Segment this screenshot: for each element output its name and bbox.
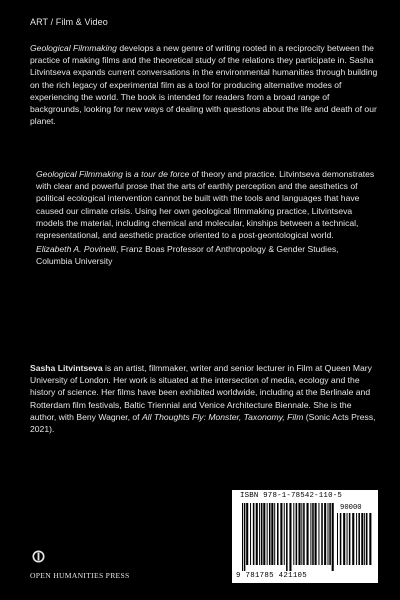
barcode-bar xyxy=(280,503,282,565)
barcode-bar xyxy=(296,503,298,565)
barcode-bar xyxy=(250,503,251,565)
barcode-bar xyxy=(246,503,248,565)
price-code: 90000 xyxy=(340,504,362,512)
barcode-bar xyxy=(352,513,354,565)
author-bio xyxy=(30,362,378,435)
barcode-bar xyxy=(340,513,342,565)
barcode-bar xyxy=(315,503,317,565)
publisher-block xyxy=(30,550,130,580)
barcode-bar xyxy=(301,503,302,565)
endorsement-quote xyxy=(36,168,376,268)
barcode-bar xyxy=(312,503,314,565)
barcode-bar xyxy=(321,503,323,565)
barcode-bar xyxy=(286,503,288,571)
barcode-bar xyxy=(358,513,360,565)
barcode-bar xyxy=(329,503,331,565)
price-barcode xyxy=(337,513,373,571)
barcode-bar xyxy=(263,503,265,565)
barcode-bar xyxy=(267,503,268,565)
quote-attribution xyxy=(36,243,376,267)
barcode-bar xyxy=(318,503,319,565)
open-humanities-press-logo-icon xyxy=(32,550,45,563)
barcode-bar xyxy=(293,503,294,565)
publisher-name: OPEN HUMANITIES PRESS xyxy=(30,571,130,580)
quote-author: Elizabeth A. Povinelli xyxy=(36,244,116,255)
barcode-bar xyxy=(307,503,309,565)
ean-barcode xyxy=(242,503,334,571)
barcode-bar xyxy=(244,503,246,571)
bio-tail: (Sonic Acts Press, 2021). xyxy=(30,411,376,435)
barcode-bar xyxy=(324,503,326,565)
barcode-bar xyxy=(328,503,329,565)
barcode-bar xyxy=(274,503,275,565)
barcode-bar xyxy=(343,513,345,565)
quote-book-title: Geological Filmmaking xyxy=(36,169,123,179)
bio-text: is an artist, filmmaker, writer and senior lecturer in Film at Queen Mary University of London. Her work is situated at the intersection of media, ecology and the history of science. Her films have been exhibited worldwide, including at the Berlinale and Rotterdam film festivals, Baltic Triennial and Venice Architecture Biennale. She is the author, with Beny Wagner, of xyxy=(30,363,372,422)
barcode-bar xyxy=(303,503,305,565)
barcode-bar xyxy=(269,503,271,565)
barcode-bar xyxy=(364,513,365,565)
barcode-bar xyxy=(261,503,263,565)
book-description xyxy=(30,42,380,127)
barcode-bar xyxy=(332,503,334,571)
quote-affiliation: , Franz Boas Professor of Anthropology & Gender Studies, Columbia University xyxy=(36,244,339,267)
barcode-bar xyxy=(253,503,255,565)
barcode-bar xyxy=(310,503,311,565)
quote-is: is xyxy=(122,169,134,179)
blurb-text: develops a new genre of writing rooted in a reciprocity between the practice of making films and the theoretical study of the relations they participate in. Sasha Litvintseva expands current conversations in the environmental humanities through building on the rich legacy of experimental film as a tool for producing alternative modes of experiencing the world. The book is intended for readers from a broad range of backgrounds, looking for new ways of dealing with questions about the life and death of our planet. xyxy=(30,43,378,127)
barcode-bar xyxy=(284,503,285,565)
barcode-bar xyxy=(337,513,338,565)
barcode-bar xyxy=(271,503,273,565)
bio-book-title: All Thoughts Fly: Monster, Taxonomy, Film xyxy=(141,411,304,422)
barcode-bar xyxy=(277,503,279,565)
barcode-bar xyxy=(242,503,243,571)
barcode-bar xyxy=(259,503,260,565)
barcode-bar xyxy=(298,503,300,565)
barcode-bar xyxy=(356,513,357,565)
barcode-bar xyxy=(289,503,291,571)
category-label: ART / Film & Video xyxy=(30,17,108,27)
barcode-bar xyxy=(349,513,351,565)
barcode-bar xyxy=(369,513,371,565)
blurb-book-title: Geological Filmmaking xyxy=(30,43,117,53)
quote-text: of theory and practice. Litvintseva demonstrates with clear and powerful prose that the arts of earthly perception and the aesthetics of political ecological intervention cannot be built with the tools and languages that have caused our climate crisis. Using her own geological filmmaking practice, Litvintseva models the material, including chemical and molecular, kinships between a technical, representational, and aesthetic practice oriented to a post-geontological world. xyxy=(36,169,375,241)
barcode-bar xyxy=(366,513,368,565)
barcode-bar xyxy=(256,503,258,565)
isbn-barcode-box xyxy=(232,490,378,583)
isbn-number: ISBN 978-1-78542-110-5 xyxy=(240,492,342,500)
ean-number: 9 781785 421105 xyxy=(236,572,308,580)
barcode-bar xyxy=(347,513,348,565)
quote-body xyxy=(36,168,376,241)
bio-author-name: Sasha Litvintseva xyxy=(30,363,103,373)
barcode-bar xyxy=(361,513,363,565)
quote-phrase: a tour de force xyxy=(133,169,190,179)
